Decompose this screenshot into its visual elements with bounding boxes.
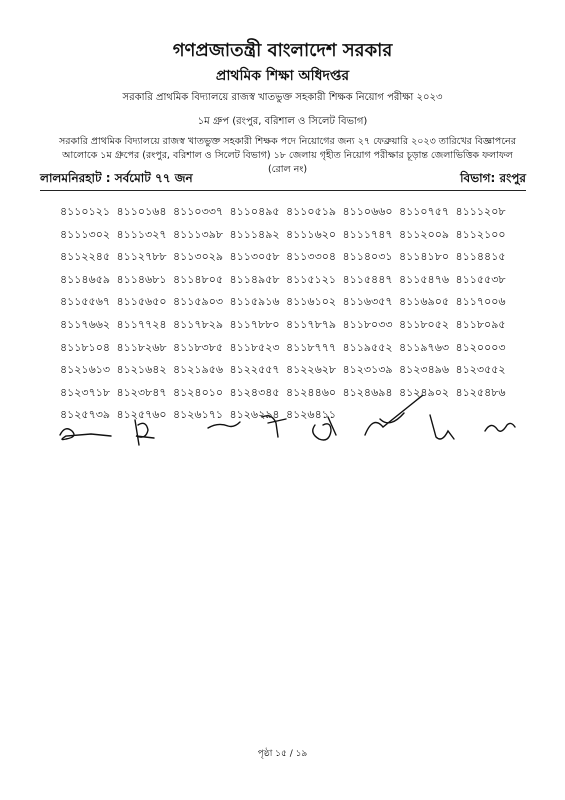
roll-number: ৪১১৩৩০৪ (286, 250, 337, 264)
roll-number: ৪১২৪০১০ (173, 385, 224, 399)
roll-number: ৪১১৮০৫২ (399, 317, 449, 331)
roll-number: ৪১১৪৪১৫ (455, 250, 506, 264)
roll-number: ৪১১৭৮৮০ (229, 317, 280, 331)
signature-5 (313, 417, 336, 440)
roll-number: ৪১২১৯৫৬ (173, 363, 223, 377)
roll-number: ৪১১১৩৯৮ (173, 227, 223, 241)
roll-row (60, 339, 540, 362)
roll-number: ৪১২৬২৯৪ (229, 408, 280, 422)
roll-number: ৪১১৫৫৩৮ (455, 272, 506, 286)
roll-number: ৪১২৩৭১৮ (60, 385, 111, 399)
roll-number: ৪১১৫৯১৬ (229, 295, 280, 309)
roll-number: ৪১১০১২১ (60, 205, 110, 218)
roll-number: ৪১২৪৯০২ (399, 385, 450, 399)
roll-number: ৪১১৭৭২৪ (116, 317, 167, 331)
roll-row (60, 203, 540, 226)
roll-number: ৪১১০৪৯৫ (229, 205, 280, 218)
exam-title: সরকারি প্রাথমিক বিদ্যালয়ে রাজস্ব খাতভুক্ত সহকারী শিক্ষক নিয়োগ পরীক্ষা ২০২৩ (122, 92, 443, 103)
roll-number: ৪১২০০০৩ (455, 340, 506, 354)
roll-number: ৪১১৭৮২৯ (173, 317, 223, 331)
roll-row (60, 271, 540, 294)
roll-number: ৪১১৫৪৭৬ (399, 272, 449, 286)
roll-number: ৪১১৬৯০৫ (399, 295, 449, 309)
signature-6 (365, 395, 423, 435)
roll-number: ৪১১০৩৩৭ (173, 205, 224, 218)
roll-number: ৪১১৮৭৭৭ (286, 340, 337, 354)
signature-3 (208, 422, 240, 428)
roll-number: ৪১২৩৫৫২ (455, 363, 506, 377)
roll-number: ৪১১৪৬৫৯ (60, 272, 110, 286)
roll-number: ৪১১৫১২১ (286, 272, 336, 286)
division-heading: বিভাগ: রংপুর (460, 171, 526, 185)
roll-number: ৪১১২১০০ (455, 227, 506, 241)
roll-number: ৪১২৫৪৮৬ (455, 385, 506, 399)
roll-number: ৪১১৪৯৫৮ (229, 272, 280, 286)
roll-row (60, 226, 540, 249)
result-heading-row (40, 170, 526, 190)
roll-number: ৪১১১৪৯২ (229, 227, 280, 241)
roll-number: ৪১১৬৩৫৭ (342, 295, 393, 309)
roll-number: ৪১১৭০০৬ (455, 295, 506, 309)
roll-number: ৪১১৭৮৭৯ (286, 317, 336, 331)
roll-row (60, 316, 540, 339)
roll-number: ৪১২৩১৩৯ (342, 363, 393, 377)
roll-number: ৪১২৪৩৪৫ (229, 385, 280, 399)
roll-number: ৪১২৪৪৬০ (286, 385, 337, 399)
roll-row (60, 361, 540, 384)
roll-number: ৪১২৩৮৪৭ (116, 385, 167, 399)
roll-number: ৪১১২০০৯ (399, 227, 450, 241)
roll-number: ৪১১০৫১৯ (286, 205, 336, 218)
signatures (40, 395, 540, 455)
roll-number: ৪১১৪১৮০ (399, 250, 449, 264)
roll-number: ৪১১০৬৬০ (342, 205, 393, 218)
roll-number: ৪১১৪০৩১ (342, 250, 393, 264)
roll-number: ৪১১০১৬৪ (116, 205, 167, 218)
roll-number: ৪১২৩৪৯৬ (399, 363, 450, 377)
signature-4 (262, 416, 286, 437)
roll-number: ৪১২৪৬৯৪ (342, 385, 393, 399)
roll-number: ৪১১৪৬৮১ (116, 272, 167, 286)
roll-number: ৪১১৮১০৪ (60, 340, 110, 354)
roll-number: ৪১১৮২৬৮ (116, 340, 167, 354)
roll-number: ৪১১৮০৯৫ (455, 317, 506, 331)
roll-number: ৪১১১৩২৭ (116, 227, 167, 241)
roll-number: ৪১১৩০৫৮ (229, 250, 280, 264)
signature-1 (60, 429, 111, 440)
roll-number: ৪১১৫৯০৩ (173, 295, 223, 309)
roll-number: ৪১১৪৮০৫ (173, 272, 223, 286)
roll-number: ৪১১৮০৩৩ (342, 317, 393, 331)
roll-number: ৪১১৬১০২ (286, 295, 337, 309)
roll-number: ৪১২১৬৪২ (116, 363, 167, 377)
roll-number: ৪১১১৭৪৭ (342, 227, 393, 241)
roll-row (60, 293, 540, 316)
roll-number: ৪১১১৩০২ (60, 227, 111, 241)
roll-number: ৪১১৯৫৫২ (342, 340, 393, 354)
roll-number: ৪১১৮৩৮৫ (173, 340, 223, 354)
roll-number: ৪১২৫৭৬০ (116, 408, 167, 422)
signature-8 (485, 423, 515, 431)
intro-line-1: সরকারি প্রাথমিক বিদ্যালয়ে রাজস্ব খাতভুক্ত সহকারী শিক্ষক পদে নিয়োগের জন্য ২৭ ফেব্রুয়ারি ২০২৩ তারিখের বিজ্ঞাপনের (59, 136, 516, 147)
roll-row (60, 248, 540, 271)
signature-2 (135, 420, 154, 445)
signature-7 (430, 415, 454, 439)
heading-rule (40, 190, 526, 191)
roll-number: ৪১২১৬১৩ (60, 363, 111, 377)
roll-number: ৪১১৮৫২৩ (229, 340, 280, 354)
roll-number: ৪১১১৬২০ (286, 227, 337, 241)
roll-number: ৪১১৩০২৯ (173, 250, 224, 264)
intro-line-2: আলোকে ১ম গ্রুপের (রংপুর, বরিশাল ও সিলেট বিভাগ) ১৮ জেলায় গৃহীত নিয়োগ পরীক্ষার চূড়ান্ত জেলাভিত্তিক ফলাফল (রোল নং) (62, 150, 513, 175)
roll-number: ৪১১০৭৫৭ (399, 205, 450, 218)
roll-number: ৪১২২৬২৮ (286, 363, 337, 377)
page-number: পৃষ্ঠা ১৫ / ১৯ (257, 749, 308, 759)
roll-number: ৪১২৫৭৩৯ (60, 408, 111, 422)
roll-number: ৪১২৬১৭১ (173, 408, 224, 422)
roll-number: ৪১১২২৪৫ (60, 250, 110, 264)
group-line: ১ম গ্রুপ (রংপুর, বরিশাল ও সিলেট বিভাগ) (197, 116, 368, 127)
roll-number: ৪১১৫৬৫০ (116, 295, 167, 309)
roll-number: ৪১২৬৪১১ (286, 408, 336, 422)
roll-number: ৪১১৭৬৬২ (60, 317, 111, 331)
roll-number: ৪১১৫৫৬৭ (60, 295, 110, 309)
district-heading: লালমনিরহাট : সর্বমোট ৭৭ জন (40, 171, 193, 185)
roll-number: ৪১১১২০৮ (455, 205, 506, 218)
roll-number: ৪১১৯৭৬৩ (399, 340, 450, 354)
department-title: প্রাথমিক শিক্ষা অধিদপ্তর (215, 68, 350, 84)
government-title: গণপ্রজাতন্ত্রী বাংলাদেশ সরকার (172, 40, 393, 61)
roll-number: ৪১১২৭৮৮ (116, 250, 167, 264)
roll-number: ৪১১৫৪৪৭ (342, 272, 393, 286)
roll-number: ৪১২২৫৫৭ (229, 363, 280, 377)
